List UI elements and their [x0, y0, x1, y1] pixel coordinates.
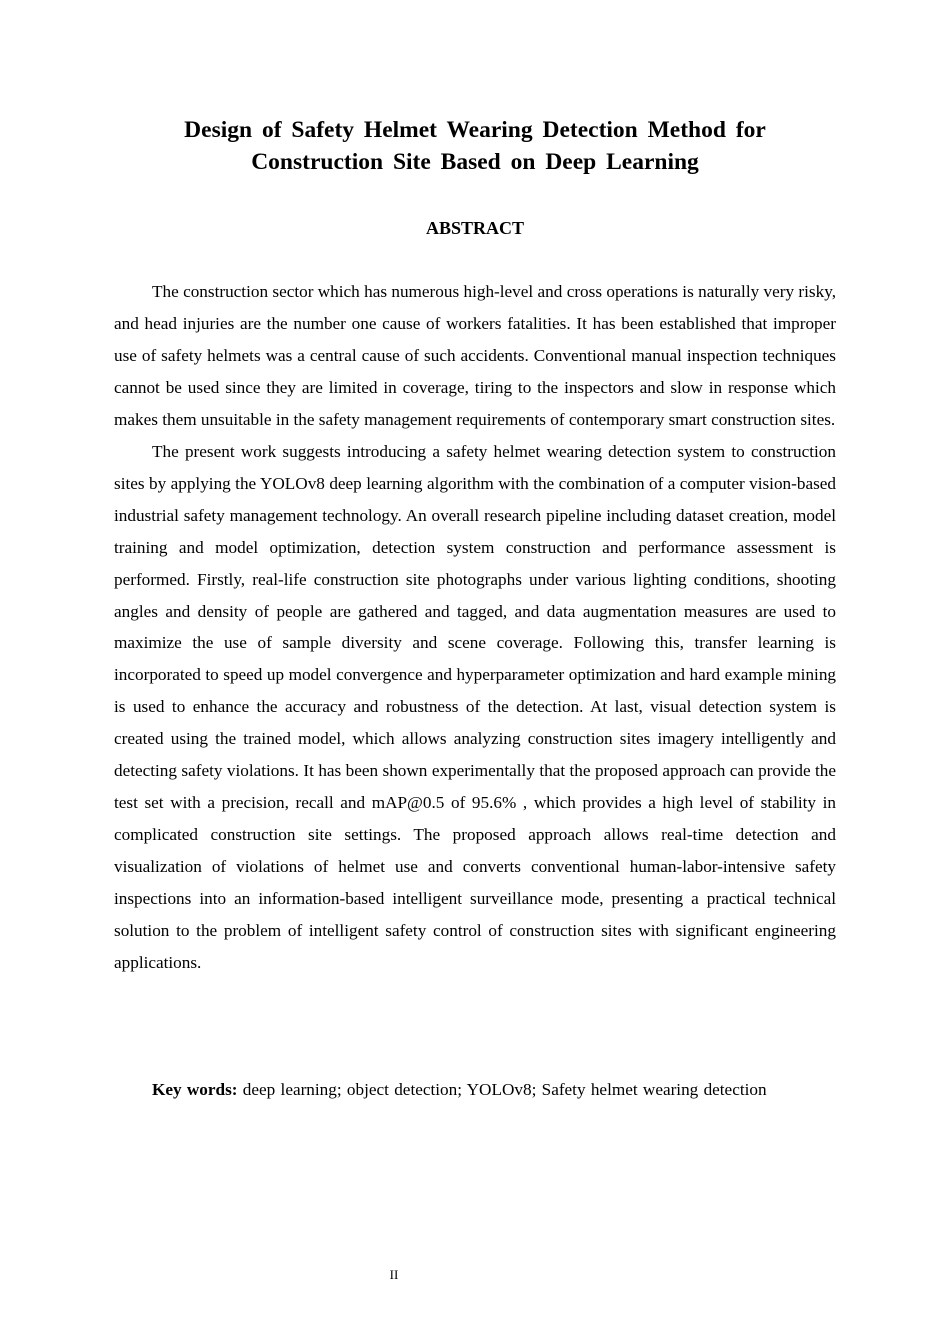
title-line-2: Construction Site Based on Deep Learning — [251, 149, 699, 175]
page-number: II — [389, 1267, 399, 1282]
document-title — [150, 114, 800, 178]
abstract-heading: ABSTRACT — [425, 218, 525, 238]
abstract-body — [114, 276, 836, 979]
keywords-text: deep learning; object detection; YOLOv8; Safety helmet wearing detection — [237, 1080, 767, 1099]
abstract-paragraph-1: The construction sector which has numerous high-level and cross operations is naturally very risky, and head injuries are the number one cause of workers fatalities. It has been established that improper use of safety helmets was a central cause of such accidents. Conventional manual inspection techniques cannot be used since they are limited in coverage, tiring to the inspectors and slow in response which makes them unsuitable in the safety management requirements of contemporary smart construction sites. — [114, 282, 836, 429]
keywords-label: Key words: — [152, 1080, 238, 1099]
title-line-1: Design of Safety Helmet Wearing Detection Method for — [184, 117, 766, 143]
abstract-paragraph-2: The present work suggests introducing a safety helmet wearing detection system to construction sites by applying the YOLOv8 deep learning algorithm with the combination of a computer vision-based industrial safety management technology. An overall research pipeline including dataset creation, model training and model optimization, detection system construction and performance assessment is performed. Firstly, real-life construction site photographs under various lighting conditions, shooting angles and density of people are gathered and tagged, and data augmentation measures are used to maximize the use of sample diversity and scene coverage. Following this, transfer learning is incorporated to speed up model convergence and hyperparameter optimization and hard example mining is used to enhance the accuracy and robustness of the detection. At last, visual detection system is created using the trained model, which allows analyzing construction sites imagery intelligently and detecting safety violations. It has been shown experimentally that the proposed approach can provide the test set with a precision, recall and mAP@0.5 of 95.6% , which provides a high level of stability in complicated construction site settings. The proposed approach allows real-time detection and visualization of violations of helmet use and converts conventional human-labor-intensive safety inspections into an information-based intelligent surveillance mode, presenting a practical technical solution to the problem of intelligent safety control of construction sites with significant engineering applications. — [114, 441, 836, 973]
keywords — [114, 1074, 794, 1106]
